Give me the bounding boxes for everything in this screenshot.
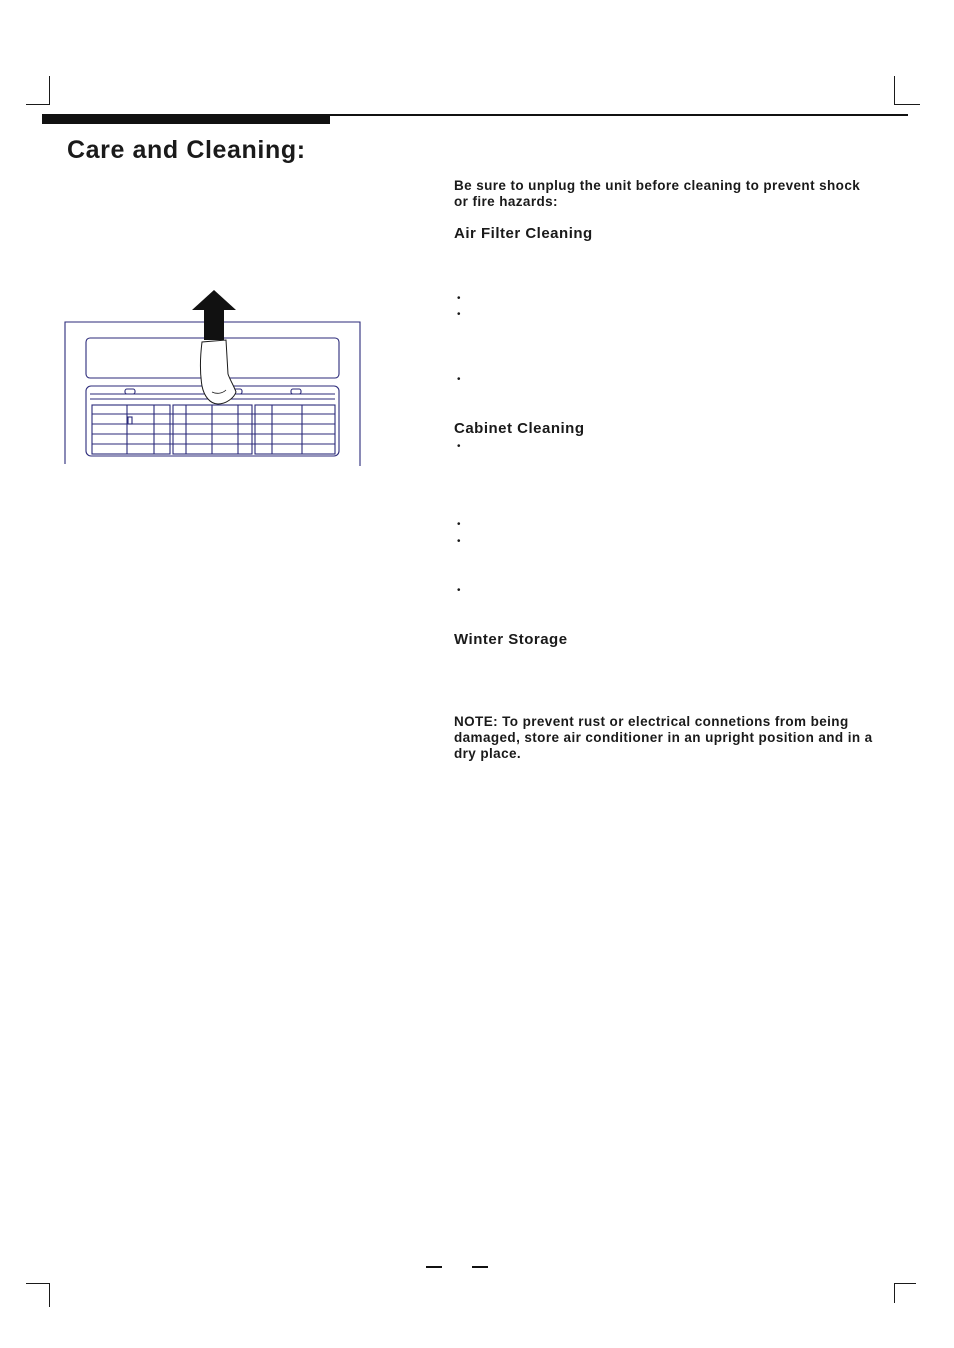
- crop-mark-top-left-v: [49, 76, 50, 104]
- cabinet-bullet: •: [457, 519, 461, 530]
- safety-intro: Be sure to unplug the unit before cleaning to prevent shock or fire hazards:: [454, 178, 861, 209]
- crop-mark-top-left-h: [26, 104, 50, 105]
- crop-mark-bottom-left-v: [49, 1283, 50, 1307]
- crop-mark-top-right-h: [894, 104, 920, 105]
- filter-section-left: [92, 405, 170, 454]
- storage-note: NOTE: To prevent rust or electrical connetions from being damaged, store air conditioner in an upright position and in a dry place.: [454, 714, 873, 761]
- heading-winter-storage: Winter Storage: [454, 631, 568, 648]
- filter-section-right: [255, 405, 335, 454]
- heading-air-filter-cleaning: Air Filter Cleaning: [454, 225, 593, 242]
- up-arrow-icon: [192, 290, 236, 340]
- page-title: Care and Cleaning:: [67, 136, 306, 164]
- air-filter-bullet: •: [457, 293, 461, 304]
- header-bar-thick: [42, 114, 330, 124]
- cabinet-bullet: •: [457, 441, 461, 452]
- hand-icon: [201, 340, 237, 404]
- air-filter-bullet: •: [457, 309, 461, 320]
- page-number-dash-left: [426, 1266, 442, 1268]
- page-number-dash-right: [472, 1266, 488, 1268]
- header-rule-thin: [330, 114, 908, 116]
- cabinet-bullet: •: [457, 536, 461, 547]
- crop-mark-bottom-right-v: [894, 1283, 895, 1303]
- air-filter-bullet: •: [457, 374, 461, 385]
- cabinet-bullet: •: [457, 585, 461, 596]
- heading-cabinet-cleaning: Cabinet Cleaning: [454, 420, 585, 437]
- filter-removal-illustration: [62, 288, 364, 470]
- crop-mark-bottom-left-h: [26, 1283, 50, 1284]
- crop-mark-bottom-right-h: [894, 1283, 916, 1284]
- crop-mark-top-right-v: [894, 76, 895, 104]
